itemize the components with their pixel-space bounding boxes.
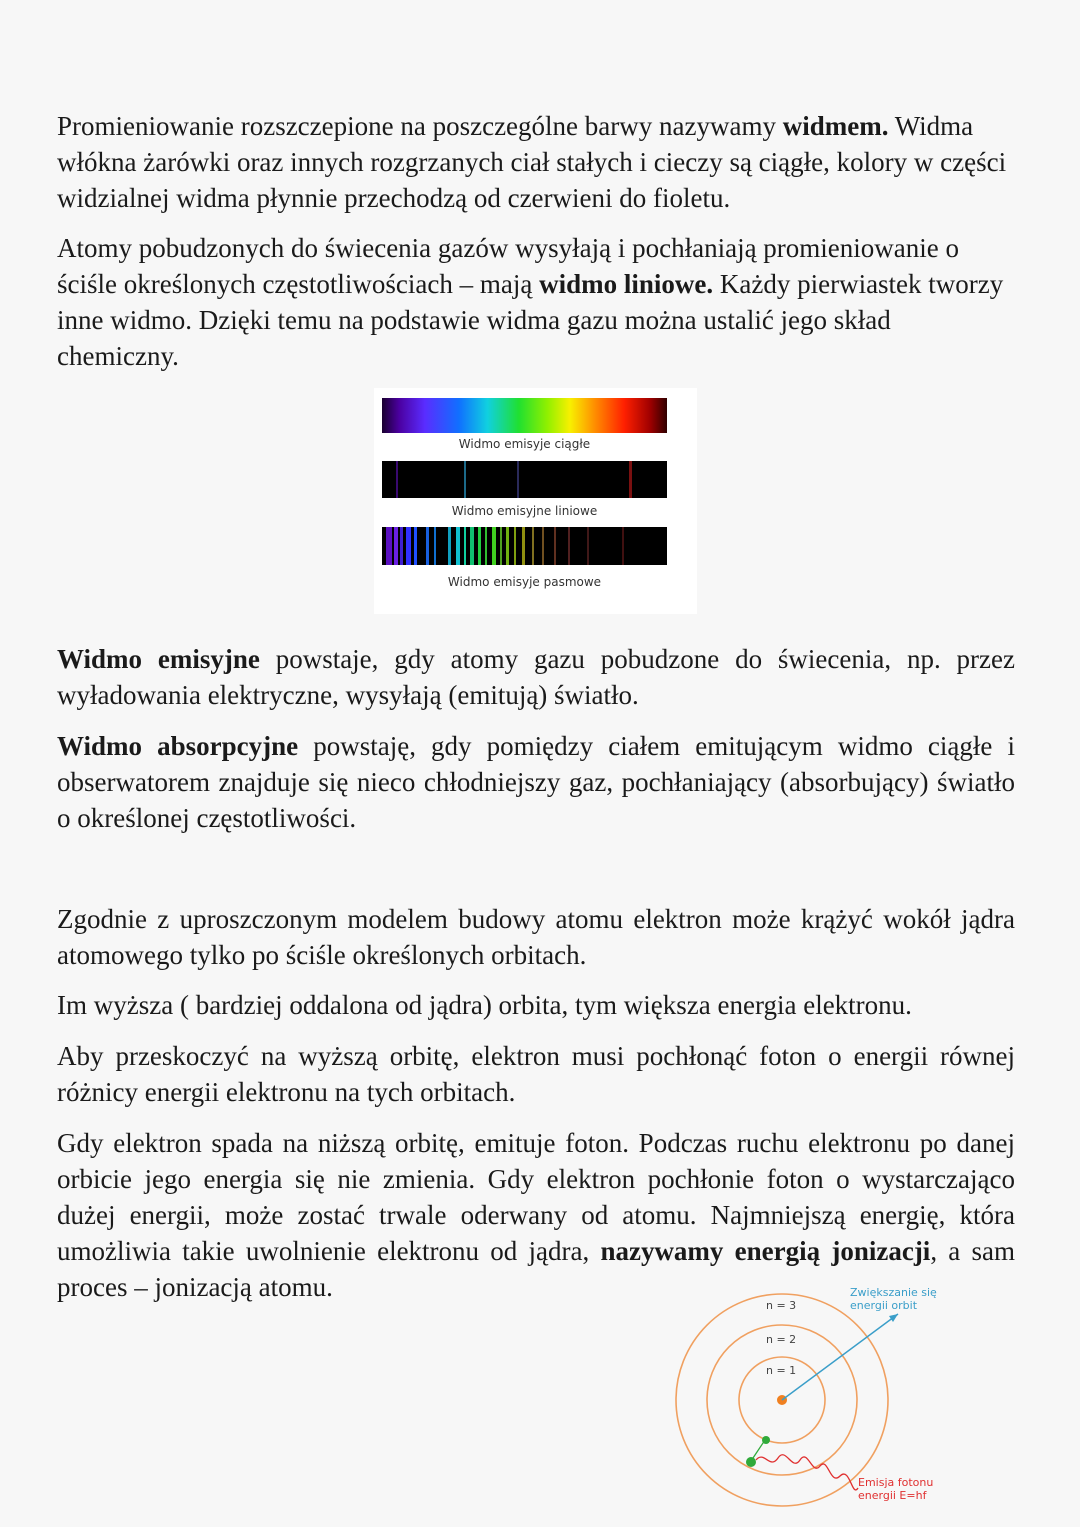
caption-line-spectrum: Widmo emisyjne liniowe	[451, 504, 598, 518]
label-energy-increase-2: energii orbit	[850, 1299, 918, 1312]
energy-arrow-head	[889, 1314, 898, 1322]
bohr-model-figure	[660, 1280, 960, 1520]
continuous-spectrum-image	[382, 398, 667, 433]
line-spectrum-strip	[382, 461, 667, 498]
band-spectrum-strip	[382, 527, 667, 565]
paragraph-absorption-spectrum: Widmo absorpcyjne powstaję, gdy pomiędzy ciałem emitującym widmo ciągłe i obserwatorem znajduje się nieco chłodniejszy gaz, pochłaniający (absorbujący) światło o określonej częstotliwości.	[57, 731, 1015, 833]
line-spectrum-image	[382, 461, 667, 498]
paragraph-spectrum-definition: Promieniowanie rozszczepione na poszczególne barwy nazywamy widmem. Widma włókna żarówki oraz innych rozgrzanych ciał stałych i cieczy są ciągłe, kolory w części widzialnej widma płynnie przechodzą od czerwieni do fioletu.	[57, 111, 1007, 213]
band-spectrum-image	[382, 527, 667, 565]
continuous-spectrum-strip	[382, 398, 667, 433]
label-n2: n = 2	[766, 1333, 797, 1346]
label-photon-emission-2: energii E=hf	[858, 1489, 927, 1502]
electron-outer	[746, 1457, 756, 1467]
photon-wave	[756, 1455, 858, 1490]
paragraph-atom-model: Zgodnie z uproszczonym modelem budowy atomu elektron może krążyć wokół jądra atomowego tylko po ściśle określonych orbitach.	[57, 904, 1015, 970]
caption-band-spectrum: Widmo emisyje pasmowe	[447, 575, 602, 589]
term-energia-jonizacji: nazywamy energią jonizacji	[600, 1236, 931, 1266]
label-energy-increase-1: Zwiększanie się	[850, 1286, 937, 1299]
term-widmo-absorpcyjne: Widmo absorpcyjne	[57, 731, 299, 761]
bohr-model-diagram	[660, 1280, 960, 1520]
paragraph-ionization: Gdy elektron spada na niższą orbitę, emituje foton. Podczas ruchu elektronu po danej orbicie jego energia się nie zmienia. Gdy elektron pochłonie foton o wystarczająco dużej energii, może zostać trwale oderwany od atomu. Najmniejszą energię, która umożliwia takie uwolnienie elektronu od jądra, nazywamy energią jonizacji, a sam proces – jonizacją atomu.	[57, 1128, 1016, 1302]
paragraph-photon-absorption: Aby przeskoczyć na wyższą orbitę, elektron musi pochłonąć foton o energii równej różnicy energii elektronu na tych orbitach.	[57, 1041, 1015, 1107]
label-n1: n = 1	[766, 1364, 797, 1377]
term-widmo-liniowe: widmo liniowe.	[539, 269, 714, 299]
spectra-figure	[374, 388, 697, 614]
label-photon-emission-1: Emisja fotonu	[858, 1476, 934, 1489]
paragraph-orbit-energy: Im wyższa ( bardziej oddalona od jądra) orbita, tym większa energia elektronu.	[57, 990, 912, 1020]
caption-continuous-spectrum: Widmo emisyje ciągłe	[458, 437, 591, 451]
paragraph-line-spectrum: Atomy pobudzonych do świecenia gazów wysyłają i pochłaniają promieniowanie o ściśle określonych częstotliwościach – mają widmo liniowe. Każdy pierwiastek tworzy inne widmo. Dzięki temu na podstawie widma gazu można ustalić jego skład chemiczny.	[57, 233, 1004, 371]
label-n3: n = 3	[766, 1299, 797, 1312]
term-widmo-emisyjne: Widmo emisyjne	[57, 644, 260, 674]
electron-inner	[762, 1436, 770, 1444]
term-widmem: widmem.	[782, 111, 889, 141]
paragraph-emission-spectrum: Widmo emisyjne powstaje, gdy atomy gazu pobudzone do świecenia, np. przez wyładowania elektryczne, wysyłają (emitują) światło.	[57, 644, 1015, 710]
